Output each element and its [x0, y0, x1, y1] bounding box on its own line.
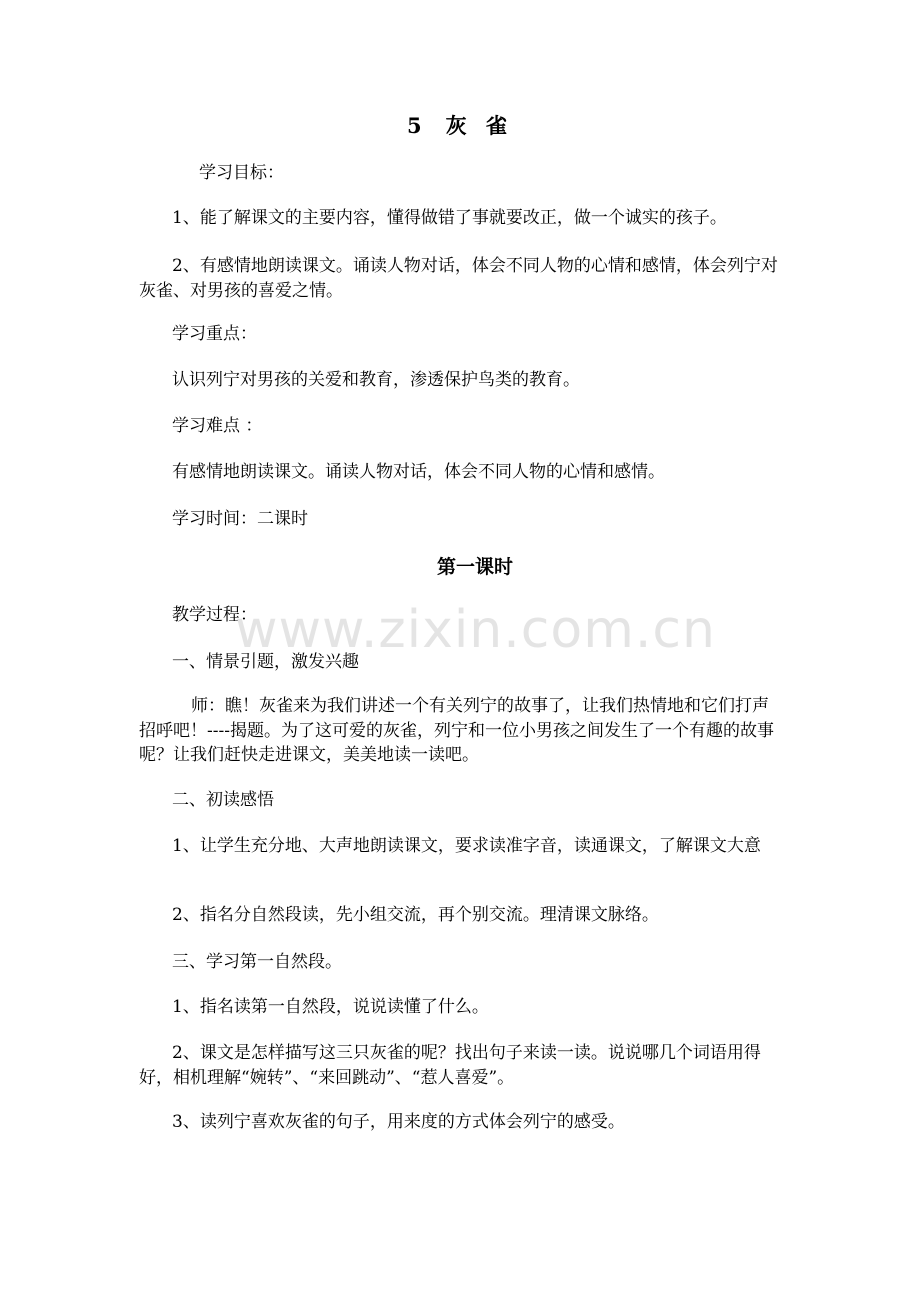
lesson-number: 5 [407, 113, 422, 138]
lesson-heading: 第一课时 [436, 556, 513, 578]
section-2-heading: 二、初读感悟 [172, 790, 274, 810]
watermark: www.zixin.com.cn [235, 600, 716, 660]
section-1-paragraph: 师：瞧！灰雀来为我们讲述一个有关列宁的故事了，让我们热情地和它们打声招呼吧！----揭题。为了这可爱的灰雀，列宁和一位小男孩之间发生了一个有趣的故事呢？让我们赶快走进课文，美美地读一读吧。 [139, 696, 774, 765]
section-3-heading: 三、学习第一自然段。 [172, 952, 342, 972]
objective-1: 1、能了解课文的主要内容，懂得做错了事就要改正，做一个诚实的孩子。 [172, 208, 727, 228]
key-points-text: 认识列宁对男孩的关爱和教育，渗透保护鸟类的教育。 [172, 370, 580, 390]
section-1-heading: 一、情景引题，激发兴趣 [172, 652, 359, 672]
section-2-item-1: 1、让学生充分地、大声地朗读课文，要求读准字音，读通课文，了解课文大意 [172, 836, 761, 856]
objective-2: 2、有感情地朗读课文。诵读人物对话，体会不同人物的心情和感情，体会列宁对灰雀、对男孩的喜爱之情。 [139, 256, 778, 301]
section-3-item-1: 1、指名读第一自然段，说说读懂了什么。 [172, 997, 489, 1017]
difficulty-text: 有感情地朗读课文。诵读人物对话，体会不同人物的心情和感情。 [172, 462, 665, 482]
lesson-name: 灰 雀 [445, 113, 513, 138]
section-3-item-2: 2、课文是怎样描写这三只灰雀的呢？找出句子来读一读。说说哪几个词语用得好，相机理解“婉转”、“来回跳动”、“惹人喜爱”。 [139, 1043, 761, 1088]
section-2-item-2: 2、指名分自然段读，先小组交流，再个别交流。理清课文脉络。 [172, 905, 659, 925]
key-points-label: 学习重点： [172, 324, 257, 344]
objectives-label: 学习目标： [199, 163, 284, 183]
time-text: 学习时间：二课时 [172, 509, 308, 529]
lesson-title [0, 112, 920, 140]
difficulty-label: 学习难点 ： [172, 416, 263, 436]
process-label: 教学过程： [172, 605, 257, 625]
section-3-item-3: 3、读列宁喜欢灰雀的句子，用来度的方式体会列宁的感受。 [172, 1112, 625, 1132]
